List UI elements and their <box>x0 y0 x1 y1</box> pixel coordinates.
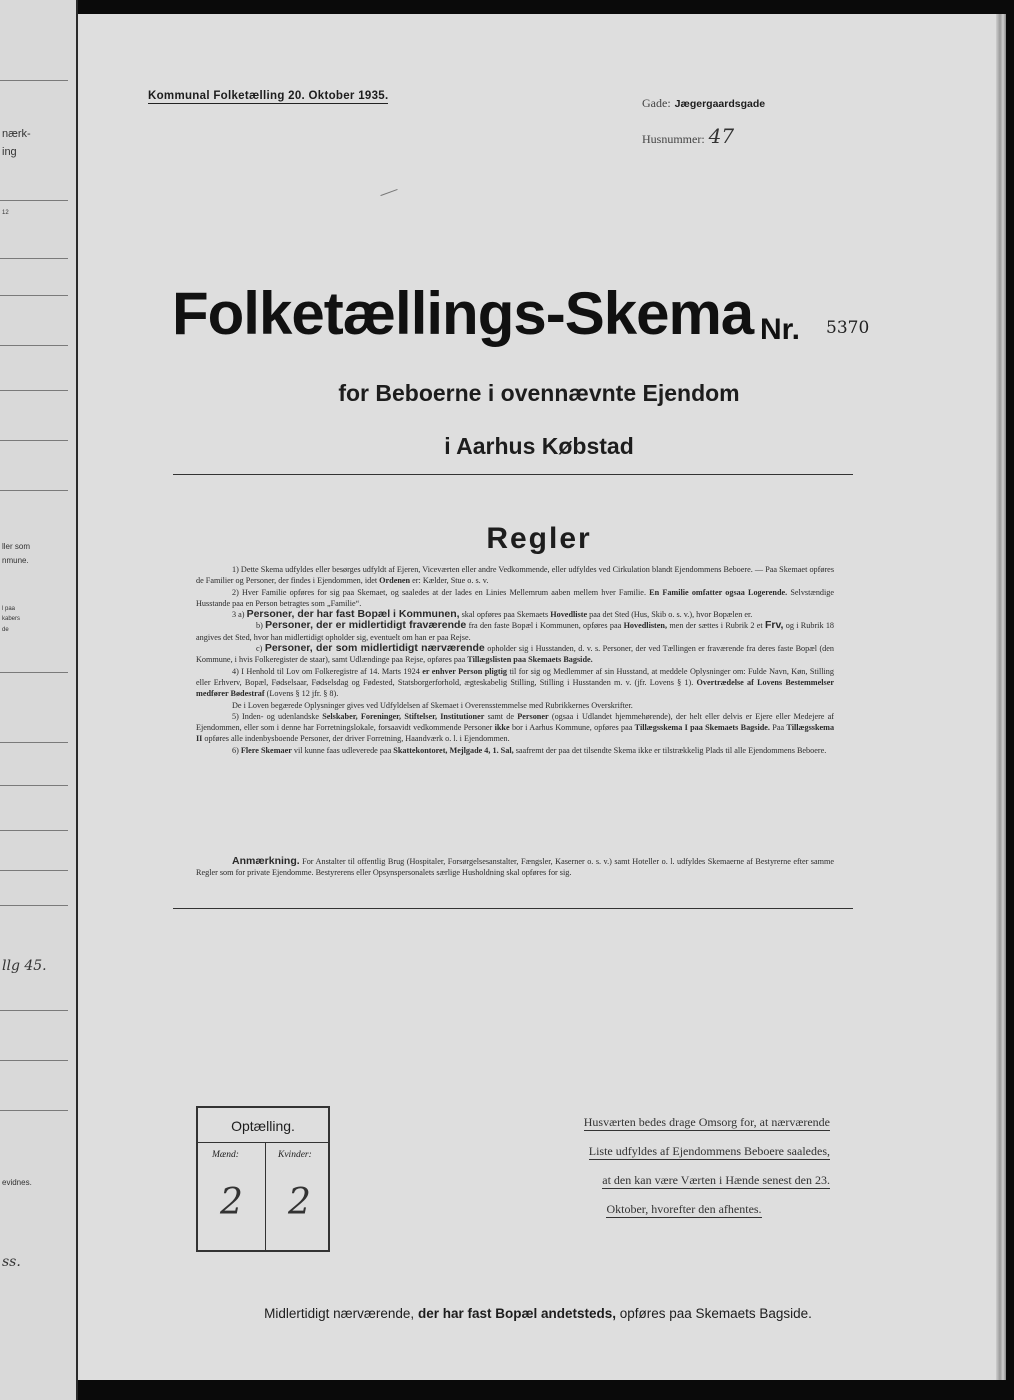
street-label: Gade: <box>642 96 671 110</box>
census-form-page <box>78 14 996 1380</box>
rule-2: 2) Hver Familie opføres for sig paa Skemaet, og saaledes at der lades en Linies Mellemrum aaben mellem hver Familie. En Familie omfatter ogsaa Logerende. Selvstændige Husstande paa en Person betragtes som „Familie“. <box>196 587 835 608</box>
facing-page-rule <box>0 200 68 201</box>
notice-line: Liste udfyldes af Ejendommens Beboere saaledes, <box>588 1144 830 1158</box>
facing-page <box>0 0 78 1400</box>
form-subtitle: for Beboerne i ovennævnte Ejendom <box>338 380 740 406</box>
notice-line: Oktober, hvorefter den afhentes. <box>606 1202 762 1216</box>
women-count: 2 <box>288 1182 311 1223</box>
divider <box>173 908 853 909</box>
form-number-label: Nr. <box>760 313 801 346</box>
annotation-label: Anmærkning. <box>232 855 300 867</box>
men-count: 2 <box>220 1182 243 1223</box>
facing-page-rule <box>0 672 68 673</box>
rule-3a: 3 a) Personer, der har fast Bopæl i Kommunen, skal opføres paa Skemaets Hovedliste paa det Sted (Hus, Skib o. s. v.), hvor Bopælen er. <box>232 608 753 621</box>
facing-page-fragment: nærk- <box>2 128 31 140</box>
facing-page-rule <box>0 345 68 346</box>
rules-text <box>196 564 834 756</box>
page-edge <box>996 14 1006 1380</box>
annotation-note <box>196 856 834 879</box>
street-value: Jægergaardsgade <box>674 98 766 110</box>
rule-1: 1) Dette Skema udfyldes eller besørges udfyldt af Ejeren, Viceværten eller andre Vedkommende, eller udfyldes ved Cirkulation blandt Ejendommens Beboere. — Paa Skemaet opføres de Familier og Personer, der findes i Ejendommen, idet Ordenen er: Kælder, Stue o. s. v. <box>196 565 834 586</box>
house-number-value: 47 <box>708 124 735 148</box>
divider <box>173 474 853 475</box>
facing-page-fragment: nmune. <box>2 556 29 565</box>
facing-page-rule <box>0 1010 68 1011</box>
census-header: Kommunal Folketælling 20. Oktober 1935. <box>148 90 389 102</box>
footer-note <box>178 1306 898 1321</box>
facing-page-fragment: kabers <box>2 616 21 622</box>
facing-page-rule <box>0 870 68 871</box>
facing-page-rule <box>0 295 68 296</box>
rules-heading: Regler <box>486 522 592 555</box>
rule-5: 5) Inden- og udenlandske Selskaber, Foreninger, Stiftelser, Institutioner samt de Personer (ogsaa i Udlandet hjemmehørende), der helt eller delvis er Ejere eller Medejere af Ejendommen, eller som i denne har Forretningslokale, forsaavidt vedkommende Personer ikke bor i Aarhus Kommune, opføres paa Tillægsskema I paa Skemaets Bagside. Paa Tillægsskema II opføres alle indenbysboende Personer, der driver Forretning, Haandværk o. l. i Ejendommen. <box>196 711 835 744</box>
count-divider <box>198 1142 328 1143</box>
notice-line: Husværten bedes drage Omsorg for, at nærværende <box>583 1115 830 1129</box>
facing-page-rule <box>0 1110 68 1111</box>
footer-bold-text: der har fast Bopæl andetsteds, <box>417 1306 616 1321</box>
facing-page-rule <box>0 80 68 81</box>
form-subtitle-town: i Aarhus Købstad <box>444 433 634 459</box>
facing-page-rule <box>0 905 68 906</box>
pencil-mark <box>380 189 397 196</box>
facing-page-fragment: ing <box>2 146 17 158</box>
facing-page-rule <box>0 258 68 259</box>
facing-page-handwriting: ss. <box>2 1254 21 1270</box>
house-number-label: Husnummer: <box>642 132 705 146</box>
facing-page-rule <box>0 390 68 391</box>
form-number-value: 5370 <box>826 318 870 338</box>
facing-page-fragment: l paa <box>2 606 16 612</box>
facing-page-fragment: ller som <box>2 542 31 551</box>
footer-text: Midlertidigt nærværende, <box>264 1306 415 1321</box>
landlord-notice <box>498 1108 830 1224</box>
notice-line: at den kan være Værten i Hænde senest den 23. <box>602 1173 830 1187</box>
facing-page-fragment: de <box>2 627 9 633</box>
house-number-field <box>642 124 734 148</box>
facing-page-rule <box>0 490 68 491</box>
rule-3b: b) Personer, der er midlertidigt fraværende fra den faste Bopæl i Kommunen, opføres paa Hovedlisten, men der sættes i Rubrik 2 et Frv, og i Rubrik 18 angives det Sted, hvor han midlertidigt opholder sig, eventuelt om han er paa Rejse. <box>196 619 835 642</box>
annotation-text: For Anstalter til offentlig Brug (Hospitaler, Forsørgelsesanstalter, Fængsler, Kaserner o. s. v.) samt Hoteller o. l. udfyldes Skemaerne af Bestyrerne efter samme Regler som for private Ejendomme. Bestyrerens eller Opsynspersonalets særlige Husholdning skal opføres for sig. <box>196 857 835 878</box>
facing-page-rule <box>0 742 68 743</box>
facing-page-rule <box>0 440 68 441</box>
facing-page-rule <box>0 830 68 831</box>
rule-4: 4) I Henhold til Lov om Folkeregistre af 14. Marts 1924 er enhver Person pligtig til for sig og Medlemmer af sin Husstand, at meddele Oplysninger om: Fulde Navn, Køn, Stilling eller Erhverv, Bopæl, Fødselsaar, Fødselsdag og Fødested, Statsborgerforhold, ægteskabelig Stilling, Stilling i Husstanden m. v. (jfr. Lovens § 1). Overtrædelse af Lovens Bestemmelser medfører Bødestraf (Lovens § 12 jfr. § 8). <box>196 666 834 699</box>
men-label: Mænd: <box>212 1150 239 1160</box>
rule-6: 6) Flere Skemaer vil kunne faas udleverede paa Skattekontoret, Mejlgade 4, 1. Sal, saafremt der paa det tilsendte Skema ikke er tilstrækkelig Plads til alle Ejendommens Beboere. <box>232 745 827 755</box>
count-column-divider <box>265 1142 266 1250</box>
facing-page-handwriting: llg 45. <box>2 958 47 974</box>
count-box <box>196 1106 330 1252</box>
street-field <box>642 94 765 112</box>
facing-page-fragment: evidnes. <box>2 1178 32 1187</box>
count-title: Optælling. <box>231 1118 295 1134</box>
facing-page-rule <box>0 1060 68 1061</box>
facing-page-rule <box>0 785 68 786</box>
form-title: Folketællings-Skema <box>172 280 754 347</box>
women-label: Kvinder: <box>278 1150 312 1160</box>
rule-4-note: De i Loven begærede Oplysninger gives ved Udfyldelsen af Skemaet i Overensstemmelse med Rubrikkernes Overskrifter. <box>232 700 633 710</box>
rule-3c: c) Personer, der som midlertidigt nærværende opholder sig i Husstanden, d. v. s. Personer, der ved Tællingen er fraværende fra deres faste Bopæl (den Kommune, i hvis Folkeregister de staar), samt Udlændinge paa Rejse, opføres paa Tillægslisten paa Skemaets Bagside. <box>196 642 834 665</box>
facing-page-fragment: 12 <box>2 210 9 216</box>
footer-text: opføres paa Skemaets Bagside. <box>619 1306 812 1321</box>
